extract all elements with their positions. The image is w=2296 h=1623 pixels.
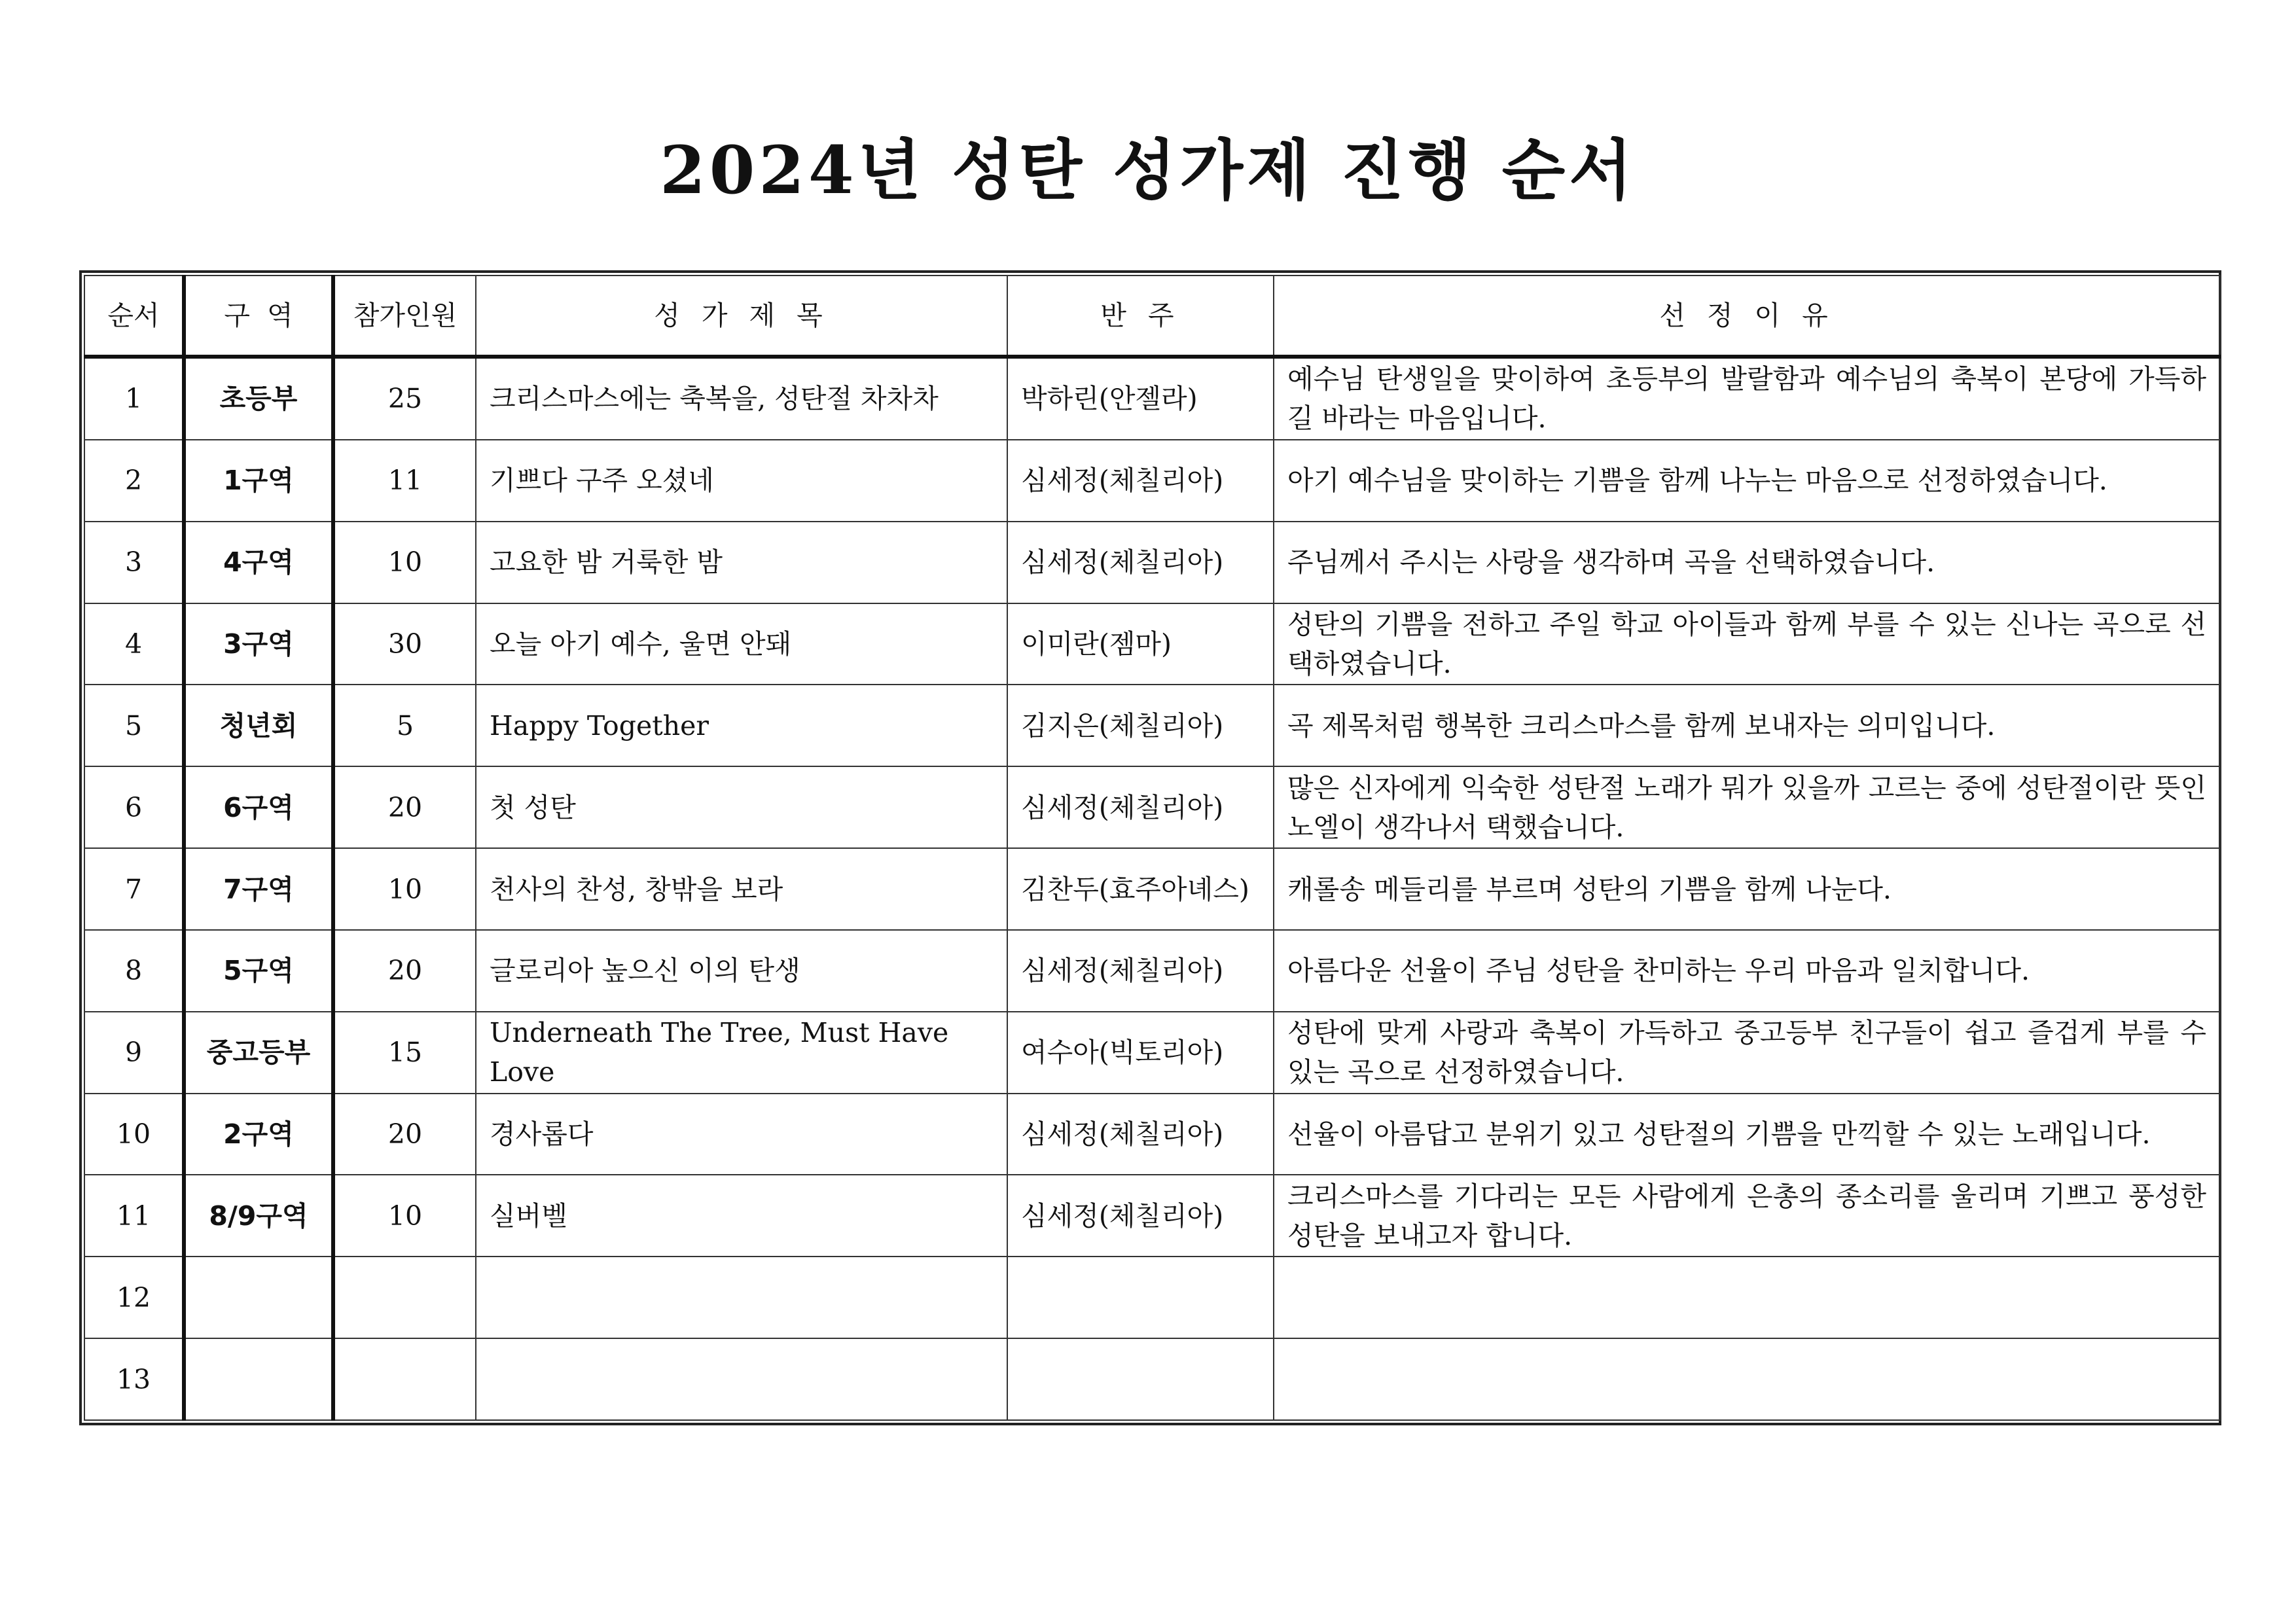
cell-song-title: 기쁘다 구주 오셨네 (476, 440, 1007, 522)
page-title: 2024년 성탄 성가제 진행 순서 (660, 132, 1636, 209)
header-participants: 참가인원 (333, 276, 476, 357)
cell-song-title: 고요한 밤 거룩한 밤 (476, 522, 1007, 603)
cell-song-title: 천사의 찬성, 창밖을 보라 (476, 848, 1007, 930)
cell-accompanist: 심세정(체칠리아) (1007, 930, 1274, 1012)
cell-participants: 20 (333, 930, 476, 1012)
cell-order: 1 (84, 357, 184, 440)
cell-song-title (476, 1257, 1007, 1338)
cell-district: 6구역 (184, 766, 333, 848)
cell-district: 중고등부 (184, 1012, 333, 1094)
cell-accompanist (1007, 1338, 1274, 1420)
cell-reason (1274, 1338, 2220, 1420)
table-row (84, 1257, 2220, 1338)
cell-reason: 성탄에 맞게 사랑과 축복이 가득하고 중고등부 친구들이 쉽고 즐겁게 부를 수 있는 곡으로 선정하였습니다. (1274, 1012, 2220, 1094)
table-row (84, 440, 2220, 522)
cell-accompanist: 심세정(체칠리아) (1007, 522, 1274, 603)
cell-accompanist: 심세정(체칠리아) (1007, 1175, 1274, 1257)
cell-reason: 많은 신자에게 익숙한 성탄절 노래가 뭐가 있을까 고르는 중에 성탄절이란 뜻인 노엘이 생각나서 택했습니다. (1274, 766, 2220, 848)
cell-song-title (476, 1338, 1007, 1420)
cell-participants: 30 (333, 603, 476, 685)
cell-district: 8/9구역 (184, 1175, 333, 1257)
cell-accompanist: 심세정(체칠리아) (1007, 440, 1274, 522)
cell-accompanist: 여수아(빅토리아) (1007, 1012, 1274, 1094)
header-reason: 선 정 이 유 (1274, 276, 2220, 357)
cell-reason: 선율이 아름답고 분위기 있고 성탄절의 기쁨을 만끽할 수 있는 노래입니다. (1274, 1094, 2220, 1175)
cell-order: 10 (84, 1094, 184, 1175)
program-table (84, 275, 2221, 1421)
cell-order: 8 (84, 930, 184, 1012)
cell-district: 5구역 (184, 930, 333, 1012)
table-row (84, 1012, 2220, 1094)
cell-accompanist: 이미란(젬마) (1007, 603, 1274, 685)
cell-order: 6 (84, 766, 184, 848)
cell-accompanist: 심세정(체칠리아) (1007, 1094, 1274, 1175)
cell-accompanist: 심세정(체칠리아) (1007, 766, 1274, 848)
cell-district: 청년회 (184, 685, 333, 766)
cell-participants: 25 (333, 357, 476, 440)
cell-participants (333, 1338, 476, 1420)
table-row (84, 766, 2220, 848)
cell-reason: 아기 예수님을 맞이하는 기쁨을 함께 나누는 마음으로 선정하였습니다. (1274, 440, 2220, 522)
cell-participants: 15 (333, 1012, 476, 1094)
cell-participants: 5 (333, 685, 476, 766)
table-row (84, 603, 2220, 685)
header-accompanist: 반 주 (1007, 276, 1274, 357)
cell-accompanist: 박하린(안젤라) (1007, 357, 1274, 440)
cell-district (184, 1257, 333, 1338)
cell-song-title: 크리스마스에는 축복을, 성탄절 차차차 (476, 357, 1007, 440)
table-header-row (84, 276, 2220, 357)
cell-participants: 10 (333, 522, 476, 603)
cell-reason: 예수님 탄생일을 맞이하여 초등부의 발랄함과 예수님의 축복이 본당에 가득하길 바라는 마음입니다. (1274, 357, 2220, 440)
header-order: 순서 (84, 276, 184, 357)
table-row (84, 522, 2220, 603)
cell-participants: 10 (333, 848, 476, 930)
cell-district: 초등부 (184, 357, 333, 440)
cell-district: 4구역 (184, 522, 333, 603)
cell-district: 2구역 (184, 1094, 333, 1175)
table-row (84, 848, 2220, 930)
cell-order: 2 (84, 440, 184, 522)
cell-district (184, 1338, 333, 1420)
cell-reason: 크리스마스를 기다리는 모든 사람에게 은총의 종소리를 울리며 기쁘고 풍성한 성탄을 보내고자 합니다. (1274, 1175, 2220, 1257)
cell-order: 12 (84, 1257, 184, 1338)
cell-reason: 곡 제목처럼 행복한 크리스마스를 함께 보내자는 의미입니다. (1274, 685, 2220, 766)
table-row (84, 357, 2220, 440)
cell-district: 3구역 (184, 603, 333, 685)
cell-accompanist: 김지은(체칠리아) (1007, 685, 1274, 766)
cell-song-title: 첫 성탄 (476, 766, 1007, 848)
cell-participants: 10 (333, 1175, 476, 1257)
cell-district: 1구역 (184, 440, 333, 522)
cell-district: 7구역 (184, 848, 333, 930)
cell-accompanist (1007, 1257, 1274, 1338)
header-song: 성 가 제 목 (476, 276, 1007, 357)
cell-order: 5 (84, 685, 184, 766)
cell-reason: 아름다운 선율이 주님 성탄을 찬미하는 우리 마음과 일치합니다. (1274, 930, 2220, 1012)
table-row (84, 1094, 2220, 1175)
cell-reason: 캐롤송 메들리를 부르며 성탄의 기쁨을 함께 나눈다. (1274, 848, 2220, 930)
table-row (84, 930, 2220, 1012)
cell-song-title: Underneath The Tree, Must Have Love (476, 1012, 1007, 1094)
cell-order: 4 (84, 603, 184, 685)
cell-reason: 주님께서 주시는 사랑을 생각하며 곡을 선택하였습니다. (1274, 522, 2220, 603)
cell-participants: 11 (333, 440, 476, 522)
header-district: 구 역 (184, 276, 333, 357)
cell-reason (1274, 1257, 2220, 1338)
table-row (84, 685, 2220, 766)
cell-order: 9 (84, 1012, 184, 1094)
cell-song-title: Happy Together (476, 685, 1007, 766)
cell-participants (333, 1257, 476, 1338)
cell-order: 11 (84, 1175, 184, 1257)
cell-song-title: 글로리아 높으신 이의 탄생 (476, 930, 1007, 1012)
table-row (84, 1175, 2220, 1257)
cell-reason: 성탄의 기쁨을 전하고 주일 학교 아이들과 함께 부를 수 있는 신나는 곡으로 선택하였습니다. (1274, 603, 2220, 685)
cell-order: 3 (84, 522, 184, 603)
cell-song-title: 실버벨 (476, 1175, 1007, 1257)
table-body (84, 357, 2220, 1420)
table-row (84, 1338, 2220, 1420)
cell-song-title: 경사롭다 (476, 1094, 1007, 1175)
cell-participants: 20 (333, 1094, 476, 1175)
cell-participants: 20 (333, 766, 476, 848)
cell-order: 13 (84, 1338, 184, 1420)
cell-accompanist: 김찬두(효주아녜스) (1007, 848, 1274, 930)
program-table-frame (79, 270, 2221, 1425)
cell-song-title: 오늘 아기 예수, 울면 안돼 (476, 603, 1007, 685)
cell-order: 7 (84, 848, 184, 930)
